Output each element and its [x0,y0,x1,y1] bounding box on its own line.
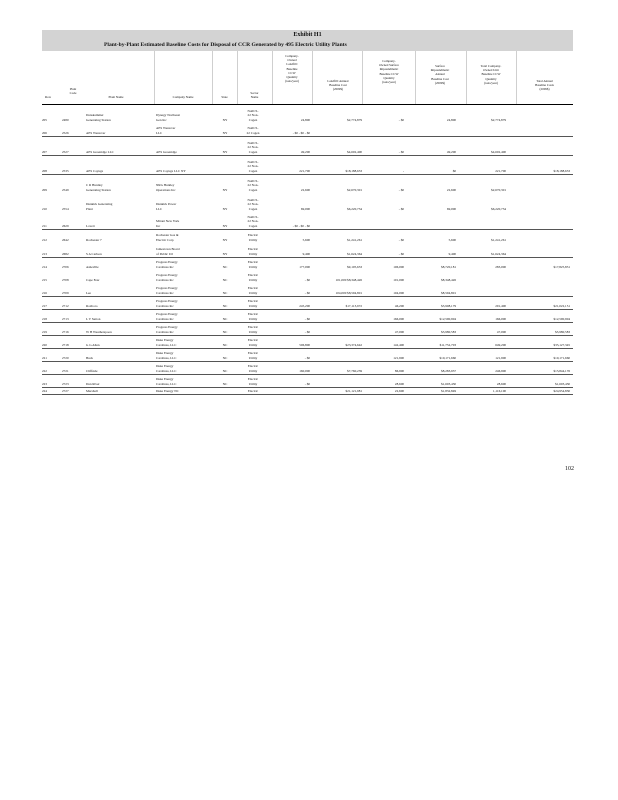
cell-lf-cost: $1,624,364 [347,251,362,256]
cell-tot-cost: $1,603,430 [555,381,570,386]
cell-tot-qty: $1,624,364 [491,251,506,256]
cell-state: NC [222,329,228,334]
cell-si-cost: $1,603,430 [441,381,456,386]
cell-si-qty: - $0 [398,149,404,154]
header-landfill-qty: Company- Owned Landfill: Baseline CCW Quantity (tons/year) [285,54,299,84]
cell-lf-cost: $6,220,734 [347,206,362,211]
cell-code: 2712 [62,303,69,308]
header-company-name: Company Name [172,95,194,99]
cell-sector: Electric Utility [247,247,259,256]
cell-state: NC [222,264,228,269]
cell-row: 218 [42,316,47,321]
cell-tot-qty: 221,700 [495,168,506,173]
table-row [42,335,573,349]
cell-lf-qty: - $0 [304,381,310,386]
cell-row: 216 [42,290,47,295]
cell-si-cost: 69,000 [446,206,456,211]
cell-tot-qty: $1,241,261 [491,237,506,242]
cell-name: L V Sutton [86,316,101,321]
cell-tot-cost: $21,022,151 [553,303,570,308]
cell-row: 209 [42,187,47,192]
cell-state: NY [222,251,228,256]
cell-si-cost: $8,283,937 [441,368,456,373]
cell-name: AES Cayuga [86,168,104,173]
cell-si-cost: $8,348,426 [441,277,456,282]
cell-sector: Electric Utility [247,260,259,269]
cell-lf-cost: $21,121,981 [345,388,362,393]
cell-lf-cost: $18,188,633 [345,168,362,173]
cell-lf-qty: 245,200 [299,303,310,308]
cell-lf-cost: $1,241,261 [347,237,362,242]
cell-name: Lovett [86,223,95,228]
cell-name: Rochester 7 [86,237,102,242]
cell-tot-qty: $2,670,301 [491,187,506,192]
cell-lf-cost: $7,760,239 [347,368,362,373]
cell-company: AES Greenidge [156,149,177,154]
cell-code: 2535 [62,168,69,173]
cell-lf-cost: 104,000 $8,594,801 [335,290,362,295]
cell-row: 220 [42,342,47,347]
header-total-cost: Total Annual Baseline Costs (2009$) [535,79,554,92]
cell-name: Cape Fear [86,277,100,282]
cell-lf-qty: 506,800 [299,342,310,347]
cell-code: 2480 [62,117,69,122]
cell-company: AES Cayuga LLC NY [156,168,186,173]
cell-company: Progress Energy Carolinas Inc [156,325,178,334]
cell-tot-cost: $17,825,831 [553,264,570,269]
cell-sector: NAICS- 22 Non- Cogen [247,160,259,173]
cell-code: 2682 [62,251,69,256]
cell-sector: NAICS- 22 Non- Cogen [247,109,259,122]
cell-lf-qty: - $0 [304,277,310,282]
cell-si-qty: 142,400 [393,342,404,347]
cell-si-cost: $10,171,660 [439,355,456,360]
table-row [42,322,573,336]
table-row [42,104,573,123]
cell-code: 2629 [62,223,69,228]
cell-row: 221 [42,355,47,360]
cell-row: 215 [42,277,47,282]
cell-lf-cost: $2,670,301 [347,187,362,192]
cell-name: AES Westover [86,130,106,135]
cell-code: 2526 [62,130,69,135]
cell-tot-cost: $24,954,830 [553,388,570,393]
table-row [42,174,573,193]
cell-company: Progress Energy Carolinas Inc [156,273,178,282]
cell-row: 217 [42,303,47,308]
cell-si-cost: 22,600 [446,187,456,192]
cell-si-qty: 47,000 [394,329,404,334]
cell-si-qty: 101,000 [393,277,404,282]
cell-row: 212 [42,237,47,242]
cell-tot-qty: $4,602,400 [491,149,506,154]
cell-row: 207 [42,149,47,154]
cell-row: 213 [42,251,47,256]
cell-tot-cost: $18,188,633 [553,168,570,173]
cell-tot-qty: 166,000 [495,316,506,321]
cell-name: Marshall [86,388,98,393]
cell-si-cost: $3,908,179 [441,303,456,308]
cell-si-qty: 106,000 [393,264,404,269]
cell-state: NY [222,206,228,211]
cell-state: NY [222,223,228,228]
cell-si-cost: $0 [452,168,456,173]
cell-lf-qty: 24,800 [300,117,310,122]
cell-code: 2708 [62,277,69,282]
cell-tot-qty: 1,116,100 [492,388,506,393]
cell-state: NC [222,290,228,295]
cell-sector: NAICS- 22 Non- Cogen [247,141,259,154]
cell-code: 2721 [62,368,69,373]
cell-si-qty: - $0 [398,206,404,211]
cell-state: NC [222,368,228,373]
cell-code: 2642 [62,237,69,242]
cell-code: 2549 [62,187,69,192]
cell-si-cost: 49,200 [446,149,456,154]
cell-si-qty: - $0 [398,237,404,242]
cell-tot-qty: 649,200 [495,342,506,347]
cell-tot-qty: 28,600 [496,381,506,386]
cell-si-cost: $1,832,849 [441,388,456,393]
cell-code: 2706 [62,264,69,269]
cell-tot-cost: $15,844,176 [553,368,570,373]
cell-lf-qty: 177,000 [299,264,310,269]
table-row [42,229,573,243]
cell-row: 222 [42,368,47,373]
cell-row: 219 [42,329,47,334]
cell-company: NRG Huntley Operations Inc [156,183,176,192]
cell-lf-qty: - $0 [304,290,310,295]
cell-row: 211 [42,223,47,228]
cell-company: Mirant New York Inc [156,219,180,228]
cell-code: 2727 [62,388,69,393]
cell-sector: Electric Utility [247,273,259,282]
cell-sector: NAICS- 22 Non- Cogen [247,179,259,192]
cell-tot-qty: 291,400 [495,303,506,308]
cell-lf-qty: 221,700 [299,168,310,173]
cell-si-qty: 86,900 [394,368,404,373]
header-state: State [221,95,228,99]
cell-si-cost: $8,594,801 [441,290,456,295]
cell-sector: Electric Utility [247,233,259,242]
cell-company: Duke Energy Carolinas, LLC [156,364,177,373]
cell-si-qty: 166,000 [393,316,404,321]
header-si-qty: Company- Owned Surface Impoundment: Baseline CCW Quantity (tons/year) [379,59,399,85]
cell-name: Buck [86,355,93,360]
cell-name: G G Allen [86,342,100,347]
cell-si-qty: - [402,168,404,173]
cell-tot-qty: 47,000 [496,329,506,334]
cell-sector: Electric Utility [247,351,259,360]
cell-lf-qty: 9,400 [302,251,310,256]
cell-si-cost: $3,980,583 [441,329,456,334]
cell-name: Danskammer Generating Station [86,113,111,122]
cell-company: Progress Energy Carolinas Inc [156,299,178,308]
cell-lf-cost: 101,000 $8,348,426 [335,277,362,282]
cell-state: NY [222,117,228,122]
header-si-cost: Surface Impoundment: Annual Baseline Cost (2009$) [430,64,450,85]
cell-row: 214 [42,264,47,269]
cell-si-qty: 104,000 [393,290,404,295]
header-plant-name: Plant Name [108,95,124,99]
cell-name: S A Carlson [86,251,102,256]
cell-company: Progress Energy Carolinas Inc [156,260,178,269]
table-row [42,243,573,258]
table-row [42,361,573,375]
cell-lf-qty: 5,600 [302,237,310,242]
cell-code: 2554 [62,206,69,211]
cell-code: 2713 [62,316,69,321]
cell-sector: Electric [247,388,259,393]
cell-name: C R Huntley Generating Station [86,183,111,192]
cell-si-cost: 5,600 [448,237,456,242]
cell-company: Duke Energy Carolinas, LLC [156,351,177,360]
cell-tot-cost: $35,127,345 [553,342,570,347]
cell-lf-qty: - $0 [304,316,310,321]
cell-si-qty: 28,600 [394,381,404,386]
cell-tot-cost: $3,980,583 [555,329,570,334]
cell-company: Progress Energy Carolinas Inc [156,286,178,295]
cell-lf-cost: $23,374,642 [345,342,362,347]
cell-si-qty: - $0 [398,251,404,256]
cell-row: 210 [42,206,47,211]
cell-company: Jamestown Board of Public Utl [156,247,180,256]
table-row [42,283,573,297]
cell-row: 206 [42,130,47,135]
cell-code: 2527 [62,149,69,154]
cell-si-cost: 24,800 [446,117,456,122]
cell-lf-qty: 22,600 [300,187,310,192]
cell-state: NY [222,237,228,242]
cell-code: 2720 [62,355,69,360]
header-landfill-cost: Landfill: Annual Baseline Cost (2009$) [327,79,349,92]
table-row [42,296,573,310]
cell-lf-cost: $4,602,400 [347,149,362,154]
cell-sector: NAICS- 22 Non- Cogen [247,215,259,228]
cell-state: NC [222,381,228,386]
cell-name: Roxboro [86,303,98,308]
table-row [42,123,573,137]
table-row [42,136,573,156]
table-header [42,51,573,105]
cell-state: NC [222,316,228,321]
cell-company: AES Westover LLC [156,126,176,135]
cell-tot-cost: $12,590,904 [553,316,570,321]
page-number: 102 [565,466,574,472]
cell-sector: Electric Utility [247,312,259,321]
header-total-qty: Total Company- Owned Unit Baseline CCW Quantity (tons/year) [480,64,502,85]
cell-tot-qty: 121,900 [495,355,506,360]
cell-code: 2718 [62,342,69,347]
header-plant-code: Plant Code [69,87,77,96]
cell-name: Dan River [86,381,100,386]
table-row [42,212,573,230]
cell-company: Rochester Gas & Electric Corp [156,233,179,242]
cell-tot-qty: $6,220,734 [491,206,506,211]
cell-lf-cost: $17,113,972 [345,303,362,308]
cell-name: AES Greenidge LLC [86,149,114,154]
cell-lf-qty: - $0 [304,329,310,334]
cell-sector: Electric Utility [247,286,259,295]
cell-lf-cost: $9,105,633 [347,264,362,269]
table-row [42,348,573,362]
cell-sector: NAICS- 22 Cogen [246,126,260,135]
cell-state: NC [222,277,228,282]
cell-si-cost: $8,720,181 [441,264,456,269]
cell-state: NC [222,303,228,308]
cell-name: Lee [86,290,91,295]
cell-name: Cliffside [86,368,98,373]
cell-si-cost: $11,752,703 [439,342,456,347]
table-title: Plant-by-Plant Estimated Baseline Costs for Disposal of CCR Generated by 495 Electric Utility Plants [42,40,573,51]
cell-lf-qty: - $0 - $0 - $0 [292,223,310,228]
cell-state: NC [222,355,228,360]
table-row [42,193,573,212]
cell-state: NY [222,187,228,192]
table-row [42,155,573,175]
cell-sector: NAICS- 22 Non- Cogen [247,198,259,211]
cell-row: 205 [42,117,47,122]
cell-company: Progress Energy Carolinas Inc [156,312,178,321]
cell-row: 224 [42,388,47,393]
cell-name: W H Weatherspoon [86,329,112,334]
exhibit-label: Exhibit H1 [42,30,573,40]
cell-sector: Electric Utility [247,364,259,373]
table-row [42,387,573,395]
cell-sector: Electric Utility [247,377,259,386]
header-sector-name: Sector Name [250,91,259,100]
cell-tot-cost: $10,171,660 [553,355,570,360]
cell-lf-qty: 49,200 [300,149,310,154]
cell-company: Duke Energy Carolinas, LLC [156,338,177,347]
cell-lf-qty: 160,000 [299,368,310,373]
cell-code: 2723 [62,381,69,386]
cell-row: 208 [42,168,47,173]
cell-lf-qty: - $0 - $0 - $0 [292,130,310,135]
table-row [42,374,573,388]
cell-company: Duke Energy NC [156,388,179,393]
cell-row: 223 [42,381,47,386]
cell-si-qty: - $0 [398,187,404,192]
cell-sector: Electric Utility [247,325,259,334]
cell-company: Duke Energy Carolinas, LLC [156,377,177,386]
cell-name: Asheville [86,264,99,269]
cell-sector: Electric Utility [247,338,259,347]
cell-company: Dynegy Northeast Gen Inc [156,113,181,122]
cell-lf-qty: - $0 [304,355,310,360]
cell-si-cost: $12,590,904 [439,316,456,321]
table-row [42,309,573,323]
cell-name: Dunkirk Generating Plant [86,202,113,211]
header-row: Row [44,95,52,99]
cell-code: 2709 [62,290,69,295]
cell-si-qty: 46,200 [394,303,404,308]
cell-lf-cost: $2,774,879 [347,117,362,122]
cell-company: Dunkirk Power LLC [156,202,177,211]
cell-state: NY [222,149,228,154]
table-row [42,270,573,283]
cell-state: NY [222,130,228,135]
cell-si-qty: 22,600 [394,388,404,393]
cell-code: 2716 [62,329,69,334]
cell-si-qty: 121,900 [393,355,404,360]
cell-si-cost: 9,400 [448,251,456,256]
cell-lf-qty: 69,000 [300,206,310,211]
cell-si-qty: - $0 [398,117,404,122]
table-row [42,257,573,270]
cell-state: NC [222,342,228,347]
cell-tot-qty: 246,900 [495,368,506,373]
cell-sector: Electric Utility [247,299,259,308]
cell-tot-qty: $2,774,879 [491,117,506,122]
cell-tot-qty: 283,000 [495,264,506,269]
